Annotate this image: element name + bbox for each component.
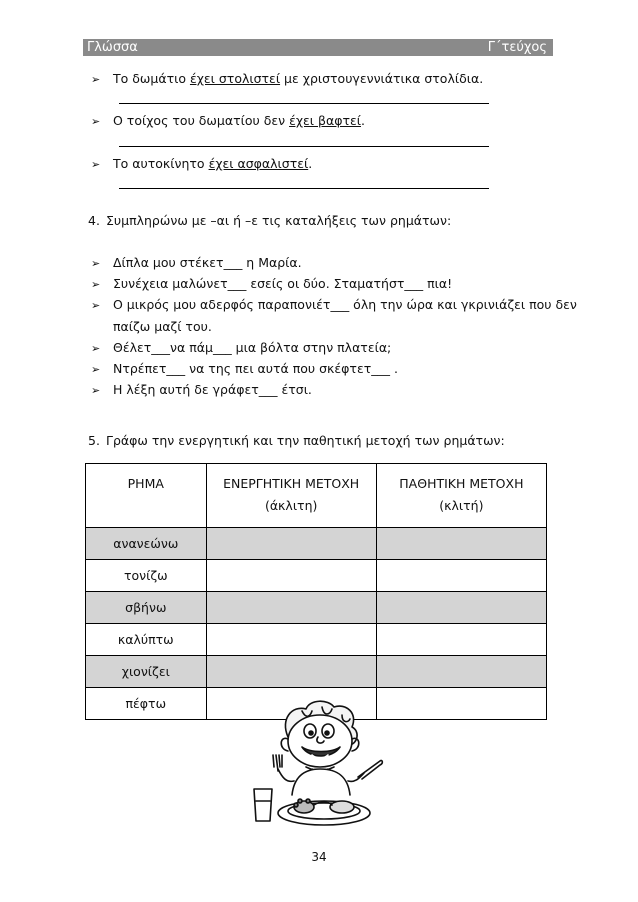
exercise-4-item: ➢ Συνέχεια μαλώνετ___ εσείς οι δύο. Σταματήστ___ πια! <box>91 276 453 291</box>
exercise-4-item: ➢ Θέλετ___να πάμ___ μια βόλτα στην πλατεία; <box>91 340 392 355</box>
verb-cell: χιονίζει <box>86 656 207 688</box>
verb-cell: σβήνω <box>86 592 207 624</box>
issue-label: Γ΄τεύχος <box>487 40 547 55</box>
passive-answer-cell[interactable] <box>376 656 546 688</box>
active-answer-cell[interactable] <box>206 624 376 656</box>
header-verb: ΡΗΜΑ <box>86 464 207 528</box>
table-row <box>86 528 547 560</box>
active-answer-cell[interactable] <box>206 592 376 624</box>
passive-answer-cell[interactable] <box>376 592 546 624</box>
passive-answer-cell[interactable] <box>376 528 546 560</box>
sentence-item: ➢ Το αυτοκίνητο έχει ασφαλιστεί. <box>91 156 313 171</box>
subject-label: Γλώσσα <box>87 40 138 55</box>
arrow-bullet-icon: ➢ <box>91 342 101 355</box>
arrow-bullet-icon: ➢ <box>91 384 101 397</box>
arrow-bullet-icon: ➢ <box>91 257 101 270</box>
arrow-bullet-icon: ➢ <box>91 115 101 128</box>
active-answer-cell[interactable] <box>206 560 376 592</box>
header-active: ΕΝΕΡΓΗΤΙΚΗ ΜΕΤΟΧΗ (άκλιτη) <box>206 464 376 528</box>
active-answer-cell[interactable] <box>206 528 376 560</box>
page-number: 34 <box>311 850 327 864</box>
exercise-5-heading: 5. Γράφω την ενεργητική και την παθητική μετοχή των ρημάτων: <box>88 433 505 448</box>
arrow-bullet-icon: ➢ <box>91 73 101 86</box>
answer-line[interactable] <box>119 188 489 189</box>
table-row <box>86 592 547 624</box>
answer-line[interactable] <box>119 103 489 104</box>
participles-table <box>85 463 547 720</box>
passive-answer-cell[interactable] <box>376 560 546 592</box>
verb-cell: καλύπτω <box>86 624 207 656</box>
table-row <box>86 560 547 592</box>
sentence-item: ➢ Ο τοίχος του δωματίου δεν έχει βαφτεί. <box>91 113 365 128</box>
arrow-bullet-icon: ➢ <box>91 278 101 291</box>
exercise-4-item: ➢ Ντρέπετ___ να της πει αυτά που σκέφτετ___ . <box>91 361 398 376</box>
verb-cell: τονίζω <box>86 560 207 592</box>
answer-line[interactable] <box>119 146 489 147</box>
sentence-item: ➢ Το δωμάτιο έχει στολιστεί με χριστουγεννιάτικα στολίδια. <box>91 71 484 86</box>
arrow-bullet-icon: ➢ <box>91 299 101 312</box>
exercise-4-heading: 4. Συμπληρώνω με –αι ή –ε τις καταλήξεις των ρημάτων: <box>88 213 452 228</box>
arrow-bullet-icon: ➢ <box>91 363 101 376</box>
arrow-bullet-icon: ➢ <box>91 158 101 171</box>
exercise-4-item: ➢ Ο μικρός μου αδερφός παραπονιέτ___ όλη την ώρα και γκρινιάζει που δεν <box>91 297 577 312</box>
verb-cell: ανανεώνω <box>86 528 207 560</box>
page-header <box>83 39 553 56</box>
header-passive: ΠΑΘΗΤΙΚΗ ΜΕΤΟΧΗ (κλιτή) <box>376 464 546 528</box>
active-answer-cell[interactable] <box>206 656 376 688</box>
exercise-4-item-continuation: παίζω μαζί του. <box>113 319 212 334</box>
table-header-row <box>86 464 547 528</box>
table-row <box>86 624 547 656</box>
table-row <box>86 656 547 688</box>
passive-answer-cell[interactable] <box>376 624 546 656</box>
exercise-4-item: ➢ Η λέξη αυτή δε γράφετ___ έτσι. <box>91 382 312 397</box>
boy-eating-illustration <box>248 697 390 832</box>
verb-cell: πέφτω <box>86 688 207 720</box>
exercise-4-item: ➢ Δίπλα μου στέκετ___ η Μαρία. <box>91 255 302 270</box>
passive-answer-cell[interactable] <box>376 688 546 720</box>
